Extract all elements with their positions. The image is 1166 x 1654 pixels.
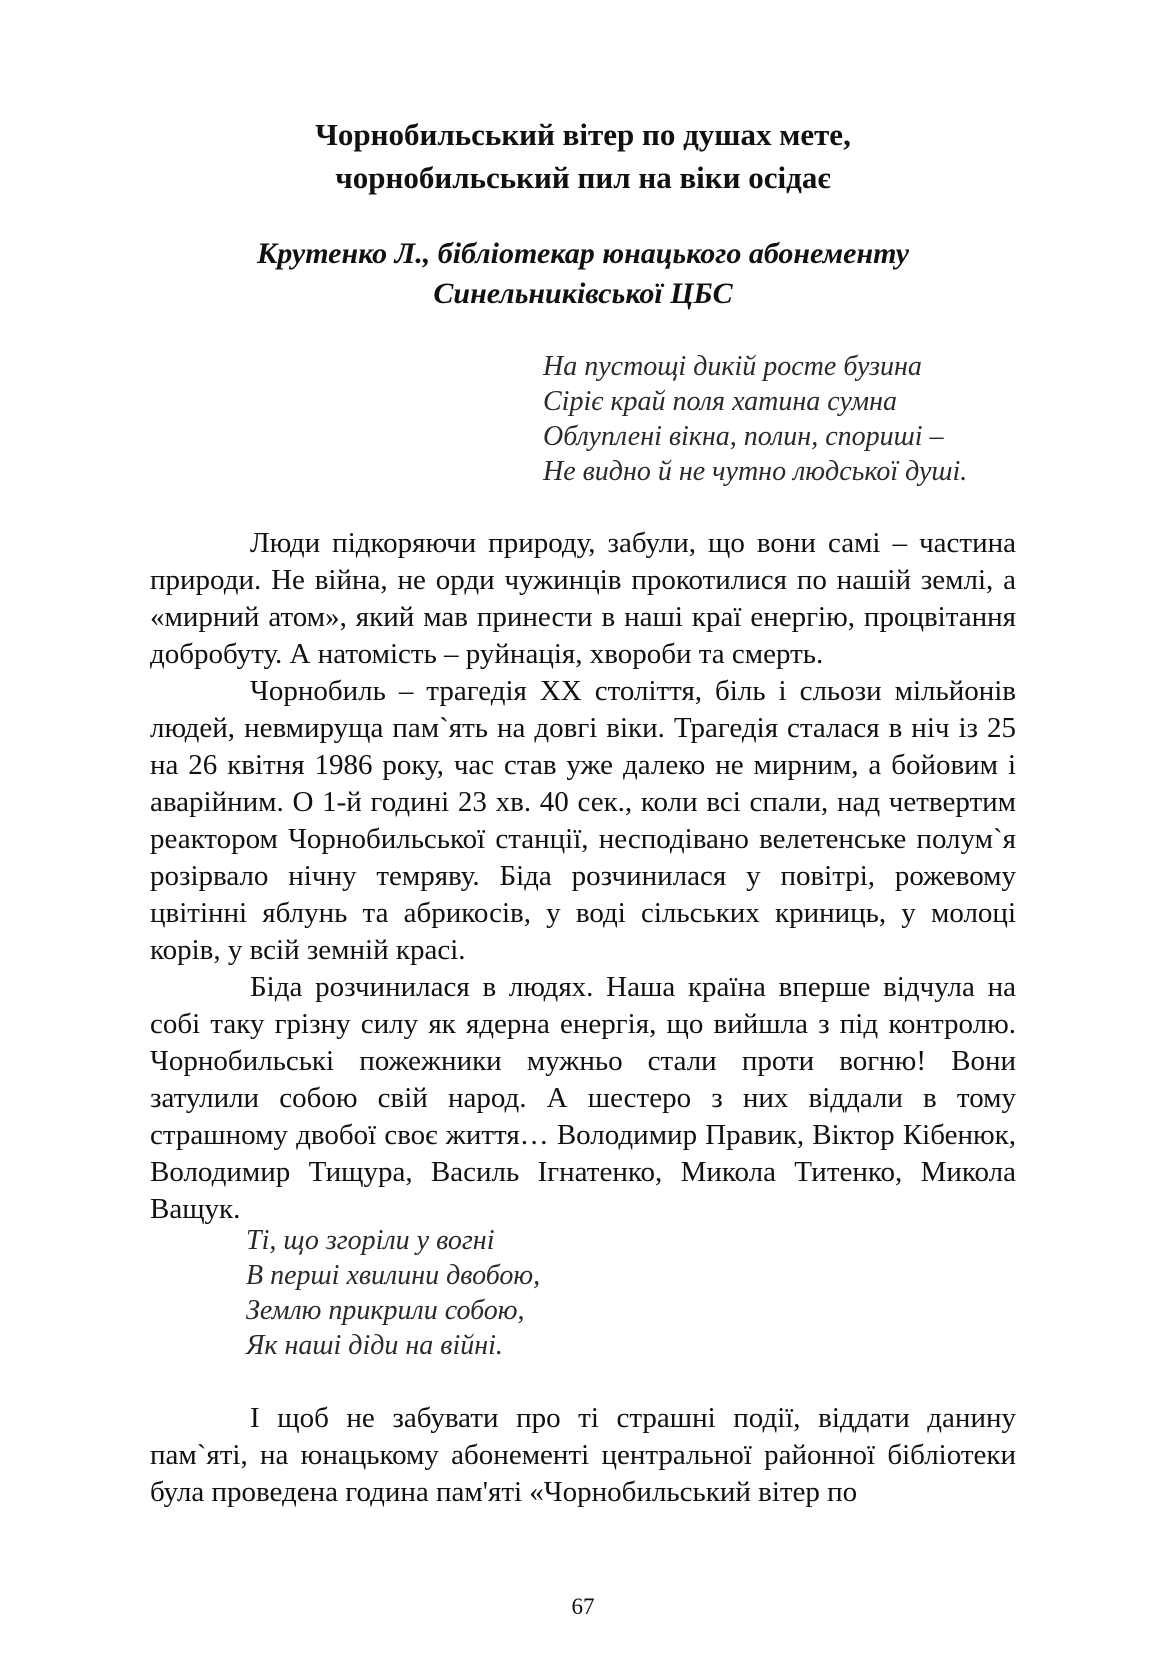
body-text xyxy=(150,525,1016,1228)
title-line-2: чорнобильський пил на віки осідає xyxy=(335,160,831,195)
article-title xyxy=(150,113,1016,199)
verse-line: Як наші діди на війні. xyxy=(246,1330,503,1361)
memorial-verse xyxy=(246,1223,540,1363)
author-byline xyxy=(150,234,1016,314)
page-number: 67 xyxy=(571,1594,595,1619)
title-line-1: Чорнобильський вітер по душах мете, xyxy=(315,117,851,152)
paragraph: Люди підкоряючи природу, забули, що вони самі – частина природи. Не війна, не орди чужинців прокотилися по нашій землі, а «мирний атом», який мав принести в наші краї енергію, процвітання добробуту. А натомість – руйнація, хвороби та смерть. xyxy=(150,527,1016,670)
verse-line: Не видно й не чутно людської душі. xyxy=(543,456,968,487)
closing-text xyxy=(150,1400,1016,1511)
paragraph: Чорнобиль – трагедія ХХ століття, біль і сльози мільйонів людей, невмируща пам`ять на довгі віки. Трагедія сталася в ніч із 25 на 26 квітня 1986 року, час став уже далеко не мирним, а бойовим і аварійним. О 1-й годині 23 хв. 40 сек., коли всі спали, над четвертим реактором Чорнобильської станції, несподівано велетенське полум`я розірвало нічну темряву. Біда розчинилася у повітрі, рожевому цвітінні яблунь та абрикосів, у воді сільських криниць, у молоці корів, у всій земній красі. xyxy=(150,675,1016,966)
paragraph: Біда розчинилася в людях. Наша країна вперше відчула на собі таку грізну силу як ядерна енергія, що вийшла з під контролю. Чорнобильські пожежники мужньо стали проти вогню! Вони затулили собою свій народ. А шестеро з них віддали в тому страшному двобої своє життя… Володимир Правик, Віктор Кібенюк, Володимир Тищура, Василь Ігнатенко, Микола Титенко, Микола Ващук. xyxy=(150,971,1016,1225)
author-line-1: Крутенко Л., бібліотекар юнацького абонементу xyxy=(256,237,910,270)
verse-line: В перші хвилини двобою, xyxy=(246,1260,541,1291)
paragraph: І щоб не забувати про ті страшні події, віддати данину пам`яті, на юнацькому абонементі центральної районної бібліотеки була проведена година пам'яті «Чорнобильський вітер по xyxy=(150,1402,1016,1508)
verse-line: Ті, що згоріли у вогні xyxy=(246,1225,495,1256)
epigraph-verse xyxy=(543,349,967,489)
verse-line: Облуплені вікна, полин, спориші – xyxy=(543,421,944,452)
verse-line: На пустощі дикій росте бузина xyxy=(543,351,922,382)
verse-line: Сіріє край поля хатина сумна xyxy=(543,386,897,417)
verse-line: Землю прикрили собою, xyxy=(246,1295,525,1326)
author-line-2: Синельниківської ЦБС xyxy=(433,277,733,310)
